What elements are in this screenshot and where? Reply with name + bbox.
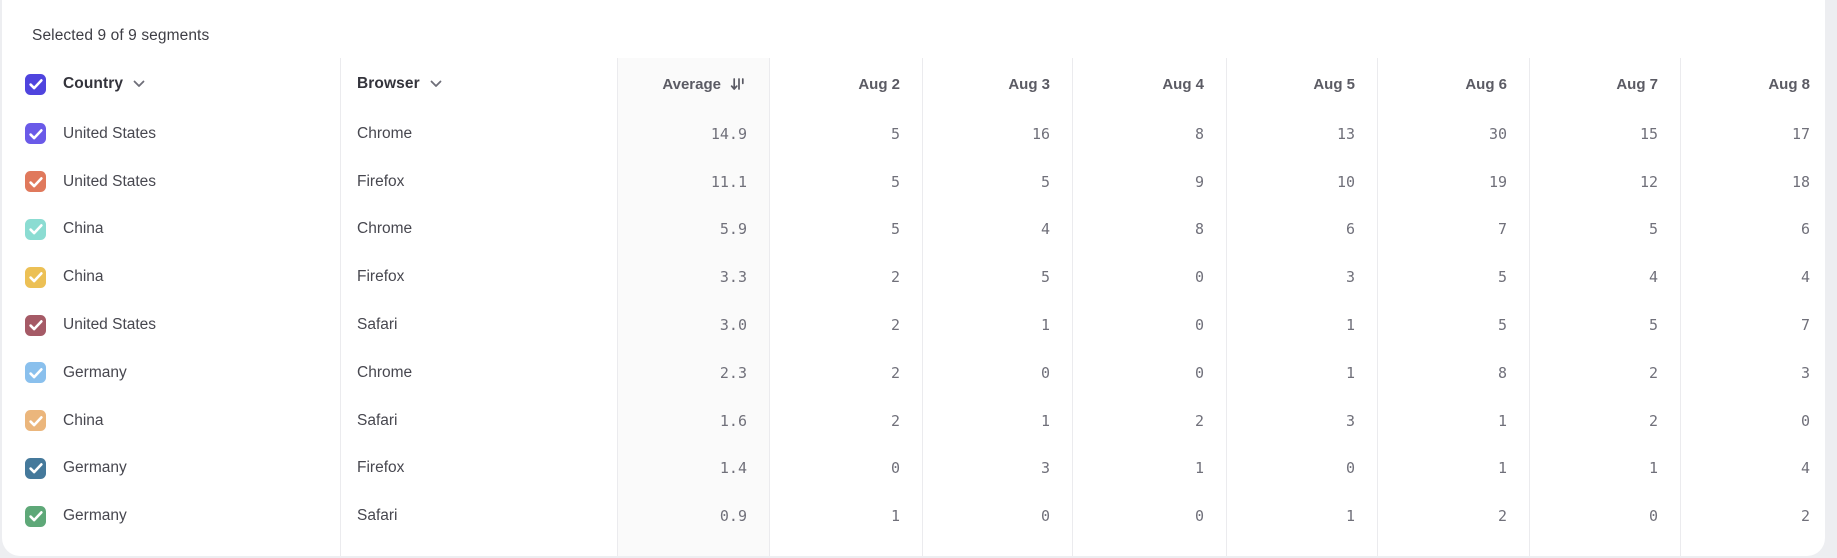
day-value: 15 [1529,110,1680,158]
day-value: 8 [1377,349,1529,397]
day-value: 0 [1072,253,1226,301]
country-value: China [63,268,104,286]
average-column-header[interactable]: Average [662,75,721,93]
table-row [2,349,1825,397]
average-value: 11.1 [617,158,769,206]
row-checkbox[interactable] [25,506,46,527]
table-row [2,206,1825,254]
average-value: 5.9 [617,206,769,254]
sort-descending-icon[interactable] [730,76,747,92]
country-value: Germany [63,507,127,525]
day-value: 3 [1226,253,1377,301]
day-value: 8 [1072,206,1226,254]
day-value: 1 [1226,301,1377,349]
day-value: 5 [922,253,1072,301]
average-value: 14.9 [617,110,769,158]
browser-column-header[interactable]: Browser [357,75,420,92]
day-value: 1 [1226,349,1377,397]
day-value: 5 [1377,301,1529,349]
day-value: 2 [769,253,922,301]
day-value: 2 [769,301,922,349]
day-value: 0 [1072,492,1226,540]
browser-value: Safari [357,411,398,429]
day-value: 4 [1680,445,1825,493]
day-value: 2 [1072,397,1226,445]
country-value: China [63,411,104,429]
table-footer-spacer [2,540,1825,556]
average-value: 3.0 [617,301,769,349]
date-column-header: Aug 6 [1465,75,1507,93]
checkmark-icon [26,315,46,335]
day-value: 1 [769,492,922,540]
selected-segments-summary: Selected 9 of 9 segments [32,27,210,44]
table-row [2,253,1825,301]
day-value: 0 [1529,492,1680,540]
day-value: 1 [1072,445,1226,493]
day-value: 1 [922,301,1072,349]
day-value: 2 [769,397,922,445]
browser-value: Firefox [357,268,405,286]
checkmark-icon [26,219,46,239]
browser-value: Chrome [357,363,413,381]
day-value: 2 [769,349,922,397]
row-checkbox[interactable] [25,171,46,192]
table-row [2,492,1825,540]
day-value: 3 [1680,349,1825,397]
day-value: 0 [769,445,922,493]
checkmark-icon [26,124,46,144]
checkmark-icon [26,267,46,287]
day-value: 0 [1072,349,1226,397]
checkmark-icon [26,458,46,478]
day-value: 18 [1680,158,1825,206]
date-column-header: Aug 4 [1162,75,1204,93]
title-bar [2,0,1825,58]
day-value: 2 [1680,492,1825,540]
day-value: 0 [1680,397,1825,445]
day-value: 30 [1377,110,1529,158]
day-value: 1 [1377,445,1529,493]
country-value: China [63,220,104,238]
chevron-down-icon[interactable] [133,80,145,88]
average-value: 3.3 [617,253,769,301]
segments-table-card [2,0,1825,556]
average-value: 2.3 [617,349,769,397]
row-checkbox[interactable] [25,219,46,240]
country-value: Germany [63,363,127,381]
chevron-down-icon[interactable] [430,80,442,88]
day-value: 5 [769,110,922,158]
day-value: 1 [922,397,1072,445]
day-value: 0 [1226,445,1377,493]
date-column-header: Aug 3 [1008,75,1050,93]
average-value: 1.4 [617,445,769,493]
table-row [2,301,1825,349]
day-value: 6 [1226,206,1377,254]
checkmark-icon [26,74,46,94]
checkmark-icon [26,411,46,431]
average-value: 1.6 [617,397,769,445]
table-row [2,445,1825,493]
day-value: 7 [1680,301,1825,349]
date-column-header: Aug 5 [1313,75,1355,93]
browser-value: Safari [357,507,398,525]
day-value: 5 [769,206,922,254]
day-value: 1 [1226,492,1377,540]
day-value: 1 [1377,397,1529,445]
day-value: 8 [1072,110,1226,158]
day-value: 5 [1529,206,1680,254]
table-row [2,397,1825,445]
browser-value: Firefox [357,172,405,190]
select-all-checkbox[interactable] [25,74,46,95]
date-column-header: Aug 2 [858,75,900,93]
average-value: 0.9 [617,492,769,540]
row-checkbox[interactable] [25,410,46,431]
day-value: 5 [1377,253,1529,301]
day-value: 13 [1226,110,1377,158]
day-value: 3 [922,445,1072,493]
day-value: 2 [1377,492,1529,540]
day-value: 7 [1377,206,1529,254]
day-value: 10 [1226,158,1377,206]
date-column-header: Aug 8 [1768,75,1810,93]
day-value: 17 [1680,110,1825,158]
country-value: United States [63,316,157,334]
day-value: 9 [1072,158,1226,206]
day-value: 0 [1072,301,1226,349]
checkmark-icon [26,172,46,192]
day-value: 5 [922,158,1072,206]
table-row [2,110,1825,158]
country-value: United States [63,124,157,142]
table-header-row [2,58,1825,110]
day-value: 4 [1529,253,1680,301]
country-value: United States [63,172,157,190]
row-checkbox[interactable] [25,362,46,383]
checkmark-icon [26,363,46,383]
day-value: 5 [1529,301,1680,349]
checkmark-icon [26,506,46,526]
day-value: 2 [1529,397,1680,445]
day-value: 4 [1680,253,1825,301]
day-value: 0 [922,349,1072,397]
table-row [2,158,1825,206]
browser-value: Chrome [357,220,413,238]
country-value: Germany [63,459,127,477]
day-value: 19 [1377,158,1529,206]
day-value: 3 [1226,397,1377,445]
country-column-header[interactable]: Country [63,75,124,92]
row-checkbox[interactable] [25,315,46,336]
day-value: 12 [1529,158,1680,206]
row-checkbox[interactable] [25,458,46,479]
day-value: 2 [1529,349,1680,397]
day-value: 16 [922,110,1072,158]
day-value: 6 [1680,206,1825,254]
day-value: 0 [922,492,1072,540]
browser-value: Firefox [357,459,405,477]
browser-value: Safari [357,316,398,334]
day-value: 5 [769,158,922,206]
day-value: 4 [922,206,1072,254]
browser-value: Chrome [357,124,413,142]
row-checkbox[interactable] [25,123,46,144]
day-value: 1 [1529,445,1680,493]
row-checkbox[interactable] [25,267,46,288]
date-column-header: Aug 7 [1616,75,1658,93]
